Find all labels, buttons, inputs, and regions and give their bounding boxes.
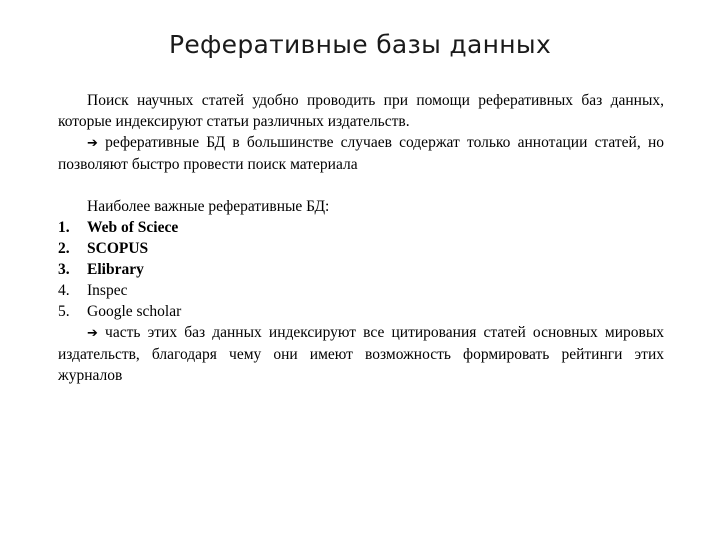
list-item — [58, 238, 664, 259]
slide-title: Реферативные базы данных — [168, 30, 552, 59]
list-item — [58, 259, 664, 280]
list-item-text: Google scholar — [87, 303, 182, 320]
spacer — [58, 175, 664, 196]
list-item-text: Elibrary — [87, 261, 144, 278]
database-list — [58, 217, 664, 322]
intro-paragraph: Поиск научных статей удобно проводить при помощи реферативных баз данных, которые индексируют статьи различных издательств. — [58, 92, 664, 130]
list-item — [58, 217, 664, 238]
arrow-icon: ➔ — [87, 136, 98, 151]
arrow-paragraph-1 — [58, 132, 664, 175]
list-number: 5. — [58, 303, 70, 320]
arrow-icon: ➔ — [87, 326, 98, 341]
arrow-paragraph-2 — [58, 322, 664, 386]
list-intro: Наиболее важные реферативные БД: — [87, 198, 330, 215]
slide-body — [58, 90, 664, 386]
arrow-paragraph-1-text: реферативные БД в большинстве случаев содержат только аннотации статей, но позволяют быстро провести поиск материала — [58, 134, 664, 173]
list-item-text: Web of Sciece — [87, 219, 179, 236]
list-number: 4. — [58, 282, 70, 299]
list-number: 1. — [58, 219, 70, 236]
list-number: 2. — [58, 240, 70, 257]
list-number: 3. — [58, 261, 70, 278]
list-item-text: SCOPUS — [87, 240, 149, 257]
list-item-text: Inspec — [87, 282, 128, 299]
list-item — [58, 280, 664, 301]
list-item — [58, 301, 664, 322]
arrow-paragraph-2-text: часть этих баз данных индексируют все цитирования статей основных мировых издательств, благодаря чему они имеют возможность формировать рейтинги этих журналов — [58, 324, 664, 384]
